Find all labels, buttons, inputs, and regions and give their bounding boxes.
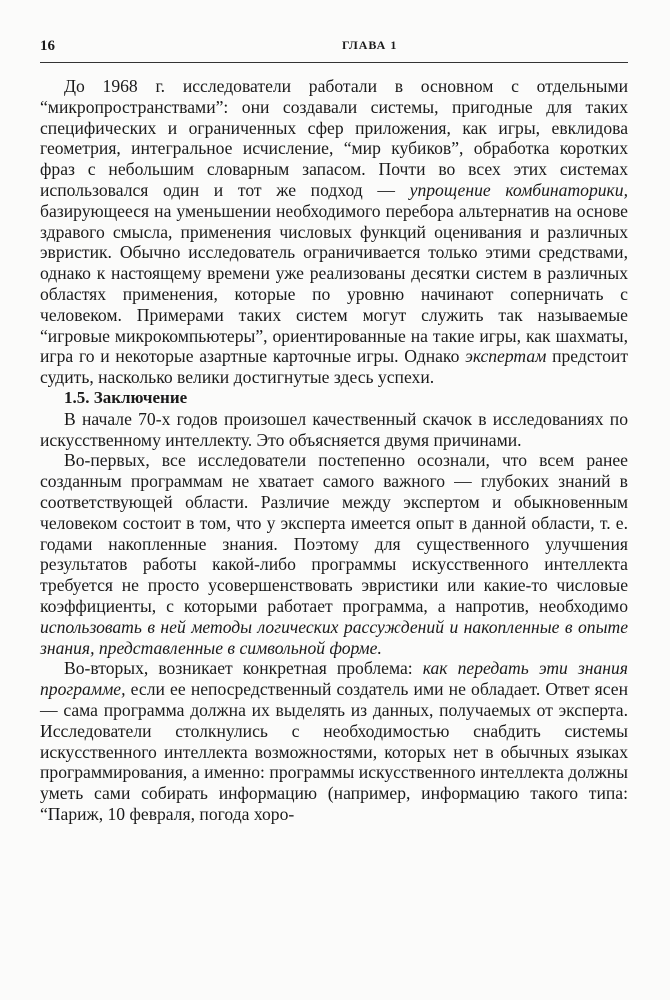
italic-phrase: как передать эти знания программе, <box>40 658 628 700</box>
paragraph-seventies: В начале 70-х годов произошел качественный скачок в исследованиях по искусственному интеллекту. Это объясняется двумя причинами. <box>40 408 628 450</box>
paragraph-text: Во-вторых, возникает конкретная проблема: <box>64 658 423 679</box>
chapter-label: ГЛАВА 1 <box>342 38 398 52</box>
italic-phrase: упрощение комбинаторики, <box>409 179 628 200</box>
page-number: 16 <box>40 38 55 54</box>
paragraph-text: если ее непосредственный создатель ими не обладает. Ответ ясен — сама программа должна их выделять из данных, получаемых от эксперта. Исследователи столкнулись с необходимостью снабдить системы искусственного интеллекта возможностями, которых нет в обычных языках программирования, а именно: программы искусственного интеллекта должны уметь сами собирать информацию (например, информацию такого типа: “Париж, 10 февраля, погода хоро- <box>40 679 628 824</box>
italic-phrase: экспертам <box>465 346 547 367</box>
paragraph-first-reason <box>40 450 628 658</box>
paragraph-second-reason <box>40 658 628 824</box>
paragraph-text: Во-первых, все исследователи постепенно осознали, что всем ранее созданным программам не хватает самого важного — глубоких знаний в соответствующей области. Различие между экспертом и обыкновенным человеком состоит в том, что у эксперта имеется опыт в данной области, т. е. годами накопленные знания. Поэтому для существенного улучшения результатов работы какой-либо программы искусственного интеллекта требуется не просто усовершенствовать эвристики или какие-то числовые коэффициенты, с которыми работает программа, а напротив, необходимо <box>40 450 628 616</box>
section-heading: 1.5. Заключение <box>64 387 188 407</box>
running-head <box>40 38 628 60</box>
main-text <box>40 76 628 825</box>
paragraph-microworlds <box>40 76 628 388</box>
header-rule <box>40 62 628 63</box>
paragraph-text: До 1968 г. исследователи работали в основном с отдельными “микропространствами”: они создавали системы, пригодные для таких специфических и ограниченных сфер приложения, как игры, евклидова геометрия, интегральное исчисление, “мир кубиков”, обработка коротких фраз с небольшим словарным запасом. Почти во всех этих системах использовался один и тот же подход — <box>40 76 628 200</box>
paragraph-text: предстоит судить, насколько велики достигнутые здесь успехи. <box>40 346 629 388</box>
paragraph-text: базирующееся на уменьшении необходимого перебора альтернатив на основе здравого смысла, применения числовых функций оценивания и различных эвристик. Обычно исследователь ограничивается только этими средствами, однако к настоящему времени уже реализованы десятки систем в различных областях применения, которые по уровню начинают соперничать с человеком. Примерами таких систем могут служить так называемые “игровые микрокомпьютеры”, ориентированные на такие игры, как шахматы, игра го и некоторые азартные карточные игры. Однако <box>40 200 628 367</box>
italic-phrase: использовать в ней методы логических рассуждений и накопленные в опыте знания, представленные в символьной форме. <box>40 616 628 658</box>
